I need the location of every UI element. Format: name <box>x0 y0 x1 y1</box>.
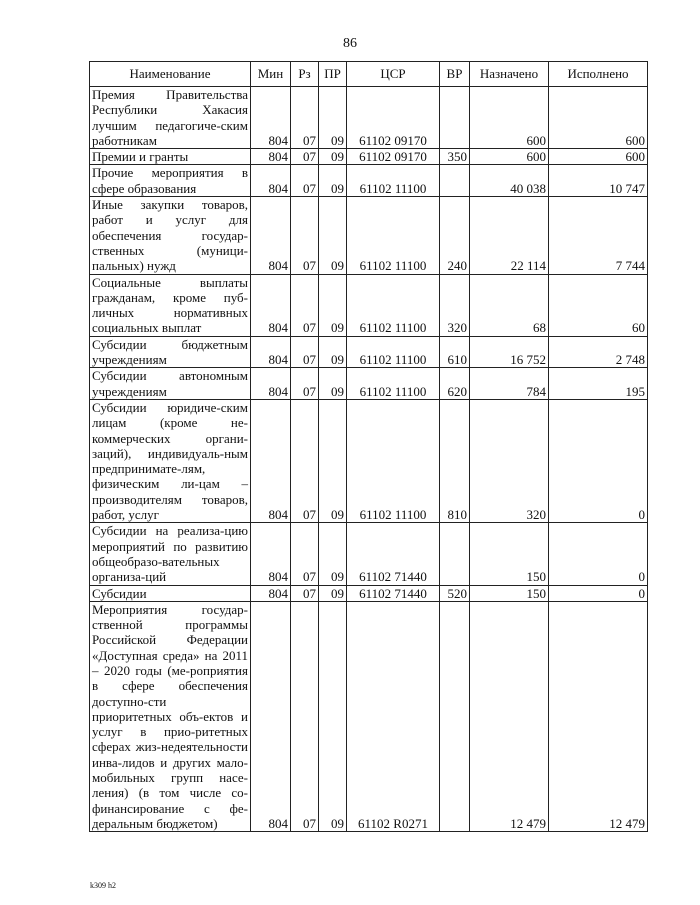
cell-csr: 61102 11100 <box>347 336 440 368</box>
cell-vr: 810 <box>440 399 470 522</box>
cell-executed: 7 744 <box>549 197 648 274</box>
cell-vr <box>440 601 470 831</box>
cell-csr: 61102 R0271 <box>347 601 440 831</box>
cell-csr: 61102 71440 <box>347 585 440 601</box>
table-row <box>90 601 648 831</box>
table-row <box>90 368 648 400</box>
cell-csr: 61102 09170 <box>347 87 440 149</box>
cell-csr: 61102 11100 <box>347 399 440 522</box>
cell-name: Субсидии <box>90 585 251 601</box>
cell-name: Премии и гранты <box>90 149 251 165</box>
cell-name: Субсидии автономным учреждениям <box>90 368 251 400</box>
cell-pr: 09 <box>319 87 347 149</box>
cell-rz: 07 <box>291 197 319 274</box>
cell-name: Субсидии на реализа-цию мероприятий по развитию общеобразо-вательных организа-ций <box>90 523 251 585</box>
cell-vr <box>440 523 470 585</box>
header-rz: Рз <box>291 62 319 87</box>
table-row <box>90 336 648 368</box>
cell-executed: 0 <box>549 399 648 522</box>
cell-assigned: 16 752 <box>470 336 549 368</box>
header-assigned: Назначено <box>470 62 549 87</box>
cell-executed: 2 748 <box>549 336 648 368</box>
table-header-row <box>90 62 648 87</box>
cell-min: 804 <box>251 601 291 831</box>
cell-pr: 09 <box>319 336 347 368</box>
cell-vr: 240 <box>440 197 470 274</box>
cell-csr: 61102 71440 <box>347 523 440 585</box>
cell-assigned: 40 038 <box>470 165 549 197</box>
table-row <box>90 274 648 336</box>
cell-vr: 350 <box>440 149 470 165</box>
cell-name: Прочие мероприятия в сфере образования <box>90 165 251 197</box>
cell-name: Иные закупки товаров, работ и услуг для обеспечения государ-ственных (муници-пальных) нужд <box>90 197 251 274</box>
cell-csr: 61102 11100 <box>347 197 440 274</box>
cell-executed: 0 <box>549 585 648 601</box>
cell-rz: 07 <box>291 399 319 522</box>
cell-rz: 07 <box>291 149 319 165</box>
cell-executed: 195 <box>549 368 648 400</box>
footer-code: k309 h2 <box>90 881 116 890</box>
cell-min: 804 <box>251 274 291 336</box>
cell-pr: 09 <box>319 149 347 165</box>
cell-pr: 09 <box>319 274 347 336</box>
cell-min: 804 <box>251 87 291 149</box>
cell-rz: 07 <box>291 601 319 831</box>
cell-vr: 610 <box>440 336 470 368</box>
cell-executed: 0 <box>549 523 648 585</box>
header-csr: ЦСР <box>347 62 440 87</box>
cell-rz: 07 <box>291 585 319 601</box>
cell-name: Субсидии бюджетным учреждениям <box>90 336 251 368</box>
cell-vr <box>440 87 470 149</box>
cell-pr: 09 <box>319 399 347 522</box>
cell-csr: 61102 11100 <box>347 368 440 400</box>
cell-rz: 07 <box>291 523 319 585</box>
cell-min: 804 <box>251 165 291 197</box>
header-pr: ПР <box>319 62 347 87</box>
cell-csr: 61102 09170 <box>347 149 440 165</box>
cell-min: 804 <box>251 399 291 522</box>
cell-min: 804 <box>251 336 291 368</box>
page-number: 86 <box>343 36 357 51</box>
cell-executed: 600 <box>549 149 648 165</box>
cell-name: Мероприятия государ-ственной программы Российской Федерации «Доступная среда» на 2011 – 2020 годы (ме-роприятия в сфере обеспечения доступно-сти приоритетных объ-ектов и услуг в прио-ритетных сферах жиз-недеятельности инва-лидов и других мало-мобильных групп насе-ления) (в том числе со-финансирование с фе-деральным бюджетом) <box>90 601 251 831</box>
table-row <box>90 149 648 165</box>
cell-pr: 09 <box>319 197 347 274</box>
table-row <box>90 87 648 149</box>
cell-vr: 520 <box>440 585 470 601</box>
cell-min: 804 <box>251 585 291 601</box>
cell-rz: 07 <box>291 165 319 197</box>
cell-executed: 60 <box>549 274 648 336</box>
cell-csr: 61102 11100 <box>347 165 440 197</box>
header-vr: ВР <box>440 62 470 87</box>
table-row <box>90 585 648 601</box>
header-name: Наименование <box>90 62 251 87</box>
cell-pr: 09 <box>319 585 347 601</box>
cell-min: 804 <box>251 368 291 400</box>
cell-pr: 09 <box>319 601 347 831</box>
table-row <box>90 165 648 197</box>
cell-rz: 07 <box>291 336 319 368</box>
cell-name: Субсидии юридиче-ским лицам (кроме не-коммерческих органи-заций), индивидуаль-ным предпринимате-лям, физическим ли-цам – производителям товаров, работ, услуг <box>90 399 251 522</box>
cell-assigned: 22 114 <box>470 197 549 274</box>
budget-table <box>89 61 648 832</box>
cell-assigned: 600 <box>470 149 549 165</box>
cell-vr: 320 <box>440 274 470 336</box>
cell-vr: 620 <box>440 368 470 400</box>
cell-assigned: 600 <box>470 87 549 149</box>
cell-executed: 600 <box>549 87 648 149</box>
cell-assigned: 320 <box>470 399 549 522</box>
cell-name: Социальные выплаты гражданам, кроме пуб-личных нормативных социальных выплат <box>90 274 251 336</box>
cell-pr: 09 <box>319 165 347 197</box>
cell-rz: 07 <box>291 274 319 336</box>
header-executed: Исполнено <box>549 62 648 87</box>
cell-name: Премия Правительства Республики Хакасия лучшим педагогиче-ским работникам <box>90 87 251 149</box>
cell-executed: 12 479 <box>549 601 648 831</box>
cell-assigned: 12 479 <box>470 601 549 831</box>
table-row <box>90 197 648 274</box>
cell-csr: 61102 11100 <box>347 274 440 336</box>
cell-rz: 07 <box>291 87 319 149</box>
table-row <box>90 523 648 585</box>
cell-min: 804 <box>251 197 291 274</box>
cell-rz: 07 <box>291 368 319 400</box>
cell-vr <box>440 165 470 197</box>
cell-pr: 09 <box>319 368 347 400</box>
header-min: Мин <box>251 62 291 87</box>
cell-assigned: 150 <box>470 585 549 601</box>
cell-min: 804 <box>251 523 291 585</box>
cell-assigned: 150 <box>470 523 549 585</box>
table-row <box>90 399 648 522</box>
cell-executed: 10 747 <box>549 165 648 197</box>
cell-min: 804 <box>251 149 291 165</box>
cell-assigned: 784 <box>470 368 549 400</box>
cell-assigned: 68 <box>470 274 549 336</box>
cell-pr: 09 <box>319 523 347 585</box>
